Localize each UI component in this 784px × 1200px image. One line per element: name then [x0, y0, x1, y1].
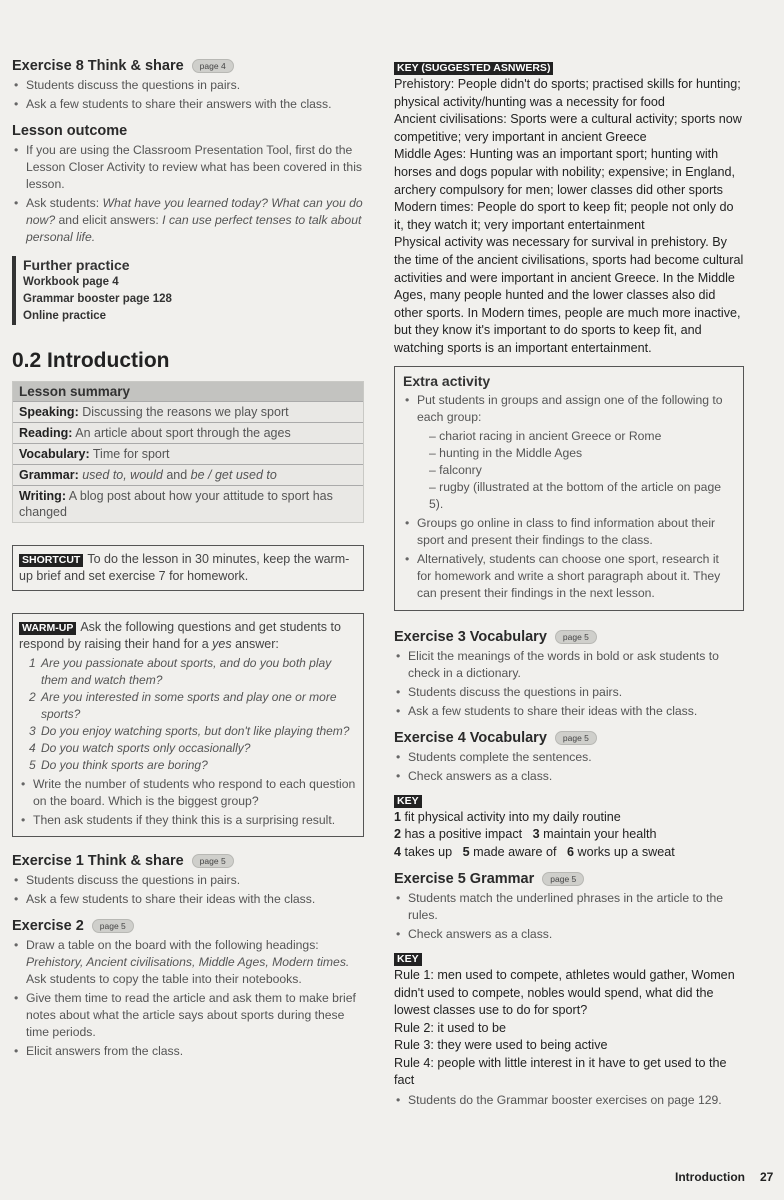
list-item: • Students match the underlined phrases in the article to the rules. [394, 890, 744, 924]
list-item: • Elicit the meanings of the words in bold or ask students to check in a dictionary. [394, 648, 744, 682]
number: 2 [394, 827, 402, 841]
exercise-1-title: Exercise 1 Think & share [12, 853, 184, 869]
exercise-8-heading [12, 58, 364, 74]
summary-row [13, 464, 363, 485]
key-line: Rule 4: people with little interest in it have to get used to the fact [394, 1055, 727, 1087]
exercise-4-title: Exercise 4 Vocabulary [394, 729, 547, 746]
list-item: • Students do the Grammar booster exercises on page 129. [394, 1092, 744, 1109]
page-tag: page 4 [192, 59, 234, 73]
list-item: • Ask a few students to share their ideas with the class. [394, 703, 744, 720]
list-item: • Ask a few students to share their answers with the class. [12, 96, 364, 113]
number: 1 [29, 656, 36, 670]
key-line [394, 844, 744, 862]
row-label: Writing: [19, 489, 66, 503]
question [29, 689, 357, 723]
text: yes [212, 637, 232, 651]
extra-activity-list [403, 392, 735, 426]
list-item: • Write the number of students who respond to each question on the board. Which is the biggest group? [19, 776, 357, 810]
question [29, 757, 357, 774]
list-item: • Alternatively, students can choose one sport, research it for homework and write a short paragraph about it. They can present their findings in the next lesson. [403, 551, 735, 602]
dash-item: – chariot racing in ancient Greece or Rome [429, 428, 662, 443]
page-tag: page 5 [92, 919, 134, 933]
answer: fit physical activity into my daily routine [404, 809, 621, 824]
warm-up-box [12, 613, 364, 837]
text: answer: [231, 637, 279, 651]
section-heading: 0.2 Introduction [12, 349, 170, 372]
text: Ask students to copy the table into their notebooks. [26, 972, 302, 986]
exercise-4-list [394, 749, 744, 785]
answer: has a positive impact [404, 827, 523, 841]
list-item: • Give them time to read the article and ask them to make brief notes about what the article says about sports during these time periods. [12, 990, 364, 1041]
row-text: A blog post about how your attitude to sport has changed [19, 489, 333, 519]
question-text: What have you learned today? What can you do now? [26, 196, 363, 227]
question-text: Do you watch sports only occasionally? [41, 741, 251, 755]
warm-up-list [19, 776, 357, 829]
number: 6 [566, 844, 574, 859]
text: Ask students: [26, 196, 103, 210]
key-badge: KEY [394, 795, 422, 808]
exercise-8-list [12, 77, 364, 113]
shortcut-box [12, 545, 364, 591]
number: 2 [29, 690, 36, 704]
key-paragraph: Middle Ages: Hunting was an important sport; hunting with horses and dogs popular with nobility; expensive; in England, archery compulsory for men; lower classes did other sports [394, 147, 735, 197]
warm-up-badge: WARM-UP [19, 622, 76, 635]
extra-activity-title: Extra activity [403, 372, 491, 389]
list-item: • Students discuss the questions in pairs. [12, 872, 364, 889]
row-label: Vocabulary: [19, 447, 90, 461]
exercise-5-heading [394, 871, 744, 887]
answer-text: I can use perfect tenses to talk about personal life. [26, 213, 362, 244]
row-text: Time for sport [92, 447, 170, 461]
row-label: Grammar: [19, 468, 79, 482]
key-line [394, 826, 744, 844]
exercise-2-heading [12, 918, 364, 934]
row-text: be / get used to [190, 468, 277, 482]
question [29, 740, 357, 757]
list-item: • Groups go online in class to find information about their sport and present their findings to the class. [403, 515, 735, 549]
text: Ask the following questions and get students to respond by raising their hand for a [19, 620, 341, 651]
number: 3 [532, 827, 540, 841]
page-tag: page 5 [555, 630, 597, 644]
key-line: Rule 2: it used to be [394, 1020, 507, 1035]
answer: made aware of [473, 844, 557, 859]
key-line: Rule 3: they were used to being active [394, 1038, 608, 1052]
left-column [12, 58, 364, 1070]
further-practice [12, 256, 364, 325]
key-paragraph: Prehistory: People didn't do sports; practised skills for hunting; physical activity/hunting was a necessity for food [394, 77, 741, 109]
list-item: • Check answers as a class. [394, 768, 744, 785]
list-item: • Students discuss the questions in pairs. [394, 684, 744, 701]
exercise-2-list [12, 937, 364, 1060]
question-text: Are you passionate about sports, and do you both play them and watch them? [41, 656, 332, 687]
exercise-4-heading [394, 730, 744, 746]
further-practice-title: Further practice [23, 257, 130, 273]
exercise-3-heading [394, 629, 744, 645]
question [29, 723, 357, 740]
exercise-5-title: Exercise 5 Grammar [394, 871, 535, 887]
summary-row [13, 485, 363, 522]
list-item: • Ask a few students to share their ideas with the class. [12, 891, 364, 908]
exercise-5-key-list [394, 1092, 744, 1109]
number: 4 [29, 741, 36, 755]
row-label: Speaking: [19, 405, 79, 419]
page-tag: page 5 [542, 872, 584, 886]
list-item: • Then ask students if they think this is a surprising result. [19, 812, 357, 829]
page-tag: page 5 [555, 731, 597, 745]
extra-activity-list-2 [403, 515, 735, 602]
exercise-8-title: Exercise 8 Think & share [12, 58, 184, 74]
key-line: Rule 1: men used to compete, athletes would gather, Women didn't used to compete, nobles would spend, what did the lowest classes use to do for sport? [394, 968, 735, 1017]
key-line [394, 809, 744, 827]
page-tag: page 5 [192, 854, 234, 868]
footer-section-label: Introduction [675, 1170, 745, 1184]
row-text: An article about sport through the ages [75, 426, 291, 440]
summary-row [13, 401, 363, 422]
list-item: • Check answers as a class. [394, 926, 744, 943]
list-item: • Students complete the sentences. [394, 749, 744, 766]
warm-up-questions [19, 655, 357, 774]
list-item: • Students discuss the questions in pairs. [12, 77, 364, 94]
question-text: Do you enjoy watching sports, but don't like playing them? [41, 724, 350, 738]
further-item: Workbook page 4 [23, 276, 119, 288]
exercise-3-list [394, 648, 744, 720]
number: 5 [29, 758, 36, 772]
number: 4 [394, 844, 402, 859]
extra-activity-box [394, 366, 744, 611]
row-label: Reading: [19, 426, 73, 440]
lesson-summary [12, 381, 364, 523]
key-paragraph: Modern times: People do sport to keep fit; people not only do it, they watch it; very important entertainment [394, 200, 734, 232]
key-badge: KEY (SUGGESTED ASNWERS) [394, 62, 553, 75]
row-text: used to, would [82, 468, 163, 482]
key-paragraph: Physical activity was necessary for survival in prehistory. By the time of the ancient civilisations, sports had become cultural activities and were important in ancient Greece. In the Middle Ages, many people hunted and the lower classes also did other sports. In Modern times, people are much more inactive, but they know it's important to do sports to keep fit, and watching sports is an important entertainment. [394, 235, 744, 355]
list-item: • Elicit answers from the class. [12, 1043, 364, 1060]
row-text: Discussing the reasons we play sport [82, 405, 289, 419]
question-text: Are you interested in some sports and play one or more sports? [41, 690, 337, 721]
further-item: Online practice [23, 310, 107, 322]
lesson-summary-title: Lesson summary [13, 382, 363, 401]
row-text: and [162, 468, 191, 482]
answer: maintain your health [543, 827, 657, 841]
right-column [394, 58, 744, 1119]
question [29, 655, 357, 689]
summary-row [13, 422, 363, 443]
text: and elicit answers: [55, 213, 163, 227]
shortcut-badge: SHORTCUT [19, 554, 83, 567]
number: 5 [462, 844, 470, 859]
dash-item: – falconry [429, 462, 482, 477]
exercise-1-heading [12, 853, 364, 869]
summary-row [13, 443, 363, 464]
text: Prehistory, Ancient civilisations, Middle Ages, Modern times. [26, 955, 350, 969]
list-item [12, 937, 364, 988]
exercise-3-title: Exercise 3 Vocabulary [394, 628, 547, 645]
page-number: 27 [760, 1170, 774, 1184]
question-text: Do you think sports are boring? [41, 758, 208, 772]
text: Draw a table on the board with the following headings: [26, 938, 319, 952]
list-item [12, 195, 364, 246]
dash-item: – rugby (illustrated at the bottom of the article on page 5). [429, 479, 721, 511]
list-item: • Put students in groups and assign one of the following to each group: [403, 392, 735, 426]
number: 1 [394, 809, 402, 824]
key-badge: KEY [394, 953, 422, 966]
dash-item: – hunting in the Middle Ages [429, 445, 583, 460]
lesson-outcome-heading: Lesson outcome [12, 123, 128, 139]
exercise-5-list [394, 890, 744, 943]
answer: takes up [404, 844, 453, 859]
answer: works up a sweat [577, 844, 675, 859]
further-item: Grammar booster page 128 [23, 293, 172, 305]
list-item: • If you are using the Classroom Presentation Tool, first do the Lesson Closer Activity to review what has been covered in this lesson. [12, 142, 364, 193]
exercise-2-title: Exercise 2 [12, 918, 84, 934]
lesson-outcome-list [12, 142, 364, 246]
exercise-1-list [12, 872, 364, 908]
key-paragraph: Ancient civilisations: Sports were a cultural activity; sports now competitive; very important in ancient Greece [394, 112, 742, 144]
number: 3 [29, 724, 36, 738]
shortcut-text: To do the lesson in 30 minutes, keep the warm-up brief and set exercise 7 for homework. [19, 552, 350, 583]
